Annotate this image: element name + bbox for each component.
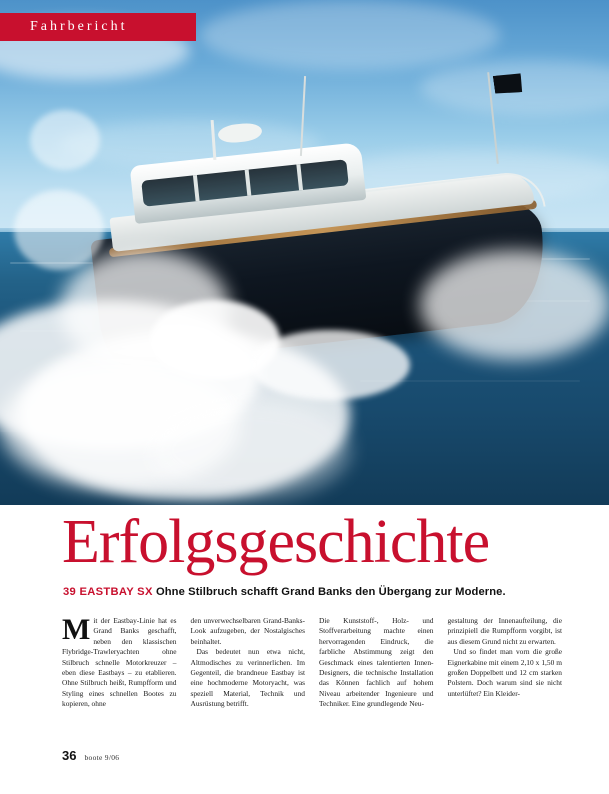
section-tab xyxy=(0,13,196,41)
standfirst-text: Ohne Stilbruch schafft Grand Banks den Übergang zur Moderne. xyxy=(155,586,506,598)
paragraph: Das bedeutet nun etwa nicht, Altmodisches zu verinnerlichen. Im Gegenteil, die brandneue Eastbay ist eine hochmoderne Motoryacht, was speziell Material, Technik und Ausrüstung betrifft. xyxy=(190,647,305,709)
window-post xyxy=(245,170,252,196)
issue-label: boote 9/06 xyxy=(84,753,120,762)
paragraph: gestaltung der Innenaufteilung, die prinzipiell die Rumpfform vorgibt, ist aus diesem Grund nicht zu erwarten. xyxy=(447,616,562,646)
spray xyxy=(14,190,104,270)
window-post xyxy=(296,164,303,190)
mast xyxy=(211,120,217,160)
spray xyxy=(250,330,410,400)
standfirst xyxy=(63,586,573,598)
body-column-2 xyxy=(191,616,306,710)
paragraph: Und so findet man vorn die große Eignerkabine mit einem 2,10 x 1,50 m großen Doppelbett und 12 cm starken Polstern. Doch warum sind sie nicht unterlüftet? Ein Kleider- xyxy=(447,647,562,698)
page-footer xyxy=(62,748,119,763)
spray xyxy=(150,400,350,500)
body-column-4 xyxy=(448,616,563,710)
window-post xyxy=(193,175,200,201)
paragraph xyxy=(62,613,177,710)
radar-dome xyxy=(217,122,263,145)
section-label: Fahrbericht xyxy=(30,19,128,34)
page-number: 36 xyxy=(62,748,77,763)
body-column-1 xyxy=(62,613,177,710)
standfirst-model: 39 EASTBAY SX xyxy=(63,586,153,598)
page-title: Erfolgsgeschichte xyxy=(62,508,490,576)
body-columns xyxy=(62,613,562,710)
cloud xyxy=(200,0,500,70)
drop-cap: M xyxy=(62,613,91,646)
body-column-3 xyxy=(319,616,434,710)
paragraph: Die Kunststoff-, Holz- und Stoffverarbeitung machte einen hervorragenden Eindruck, die farbliche Abstimmung zeigt den Geschmack eines talentierten Innen-Designers, die technische Installation das Können fachlich auf hohem Niveau arbeitender Ingenieure und Techniker. Eine grundlegende Neu- xyxy=(319,616,434,709)
paragraph-text: it der Eastbay-Linie hat es Grand Banks geschafft, neben den klassischen Flybridge-Trawleryachten ohne Stilbruch schnelle Motorkreuzer – eben diese Eastbays – zu etablieren. Ohne Stilbruch heißt, Rumpfform und Styling eines schnellen Bootes zu kopieren, ohne xyxy=(62,616,177,709)
spray xyxy=(30,110,100,170)
spray xyxy=(420,250,609,360)
paragraph: den unverwechselbaren Grand-Banks-Look aufzugeben, der Nostalgisches beinhaltet. xyxy=(190,616,305,646)
